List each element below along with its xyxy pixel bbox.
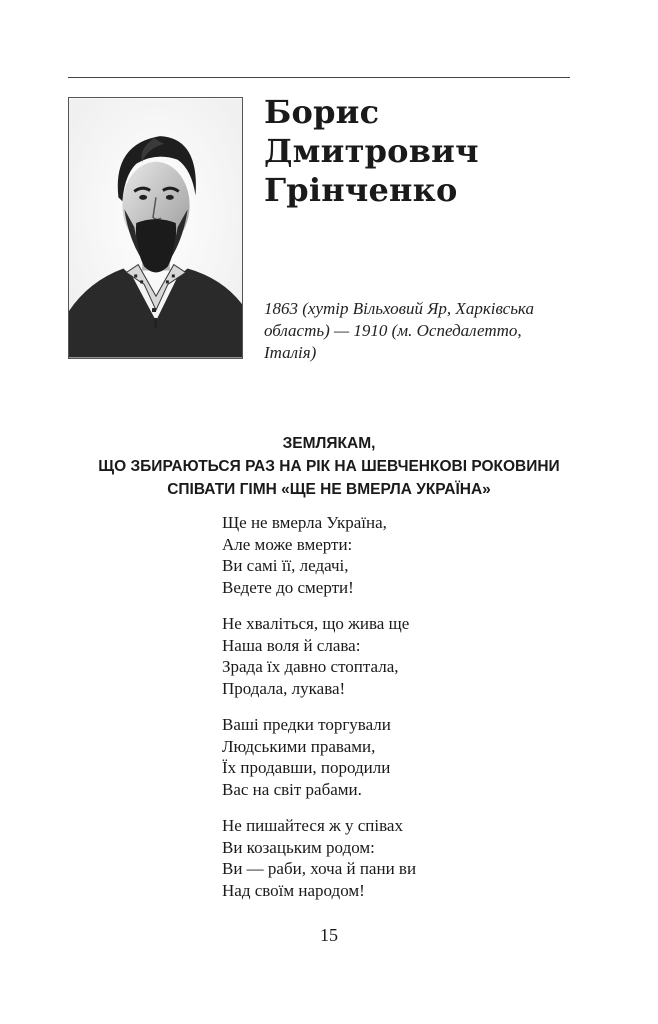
poem-line: Наша воля й слава: <box>222 635 361 655</box>
poem-line: Ви козацьким родом: <box>222 837 375 857</box>
author-surname: Грінченко <box>264 171 458 209</box>
poem-body <box>222 512 552 916</box>
stanza-1 <box>222 512 552 598</box>
poem-line: Ведете до смерти! <box>222 577 354 597</box>
poem-line: Продала, лукава! <box>222 678 346 698</box>
page-number: 15 <box>320 925 338 945</box>
poem-line: Ще не вмерла Україна, <box>222 513 387 532</box>
author-patronymic: Дмитрович <box>264 132 479 170</box>
poem-line: Зрада їх давно стоптала, <box>222 657 399 676</box>
poem-title <box>40 432 618 501</box>
author-name <box>264 93 479 210</box>
stanza-2 <box>222 613 552 699</box>
poem-line: Над своїм народом! <box>222 880 365 900</box>
dates-line: область) — 1910 (м. Оспедалетто, <box>264 321 522 340</box>
poem-line: Але може вмерти: <box>222 534 353 554</box>
top-rule <box>68 77 570 78</box>
dates-line: Італія) <box>264 343 317 362</box>
author-first-name: Борис <box>264 93 380 131</box>
poem-line: Їх продавши, породили <box>222 758 391 777</box>
poem-line: Людськими правами, <box>222 736 376 756</box>
poem-line: Ваші предки торгували <box>222 715 391 734</box>
author-life-dates <box>264 298 574 364</box>
stanza-3 <box>222 714 552 800</box>
poem-title-line: ЗЕМЛЯКАМ, <box>282 435 376 452</box>
dates-line: 1863 (хутір Вільховий Яр, Харківська <box>264 299 534 318</box>
poem-title-line: СПІВАТИ ГІМН «ЩЕ НЕ ВМЕРЛА УКРАЇНА» <box>167 481 491 498</box>
poem-line: Не хваліться, що жива ще <box>222 614 410 633</box>
stanza-4 <box>222 815 552 901</box>
poem-line: Ви самі її, ледачі, <box>222 556 349 575</box>
poem-line: Вас на світ рабами. <box>222 779 362 799</box>
author-portrait <box>68 97 243 359</box>
poem-title-line: ЩО ЗБИРАЮТЬСЯ РАЗ НА РІК НА ШЕВЧЕНКОВІ РОКОВИНИ <box>98 458 560 475</box>
poem-line: Не пишайтеся ж у співах <box>222 816 403 835</box>
poem-line: Ви — раби, хоча й пани ви <box>222 859 417 878</box>
